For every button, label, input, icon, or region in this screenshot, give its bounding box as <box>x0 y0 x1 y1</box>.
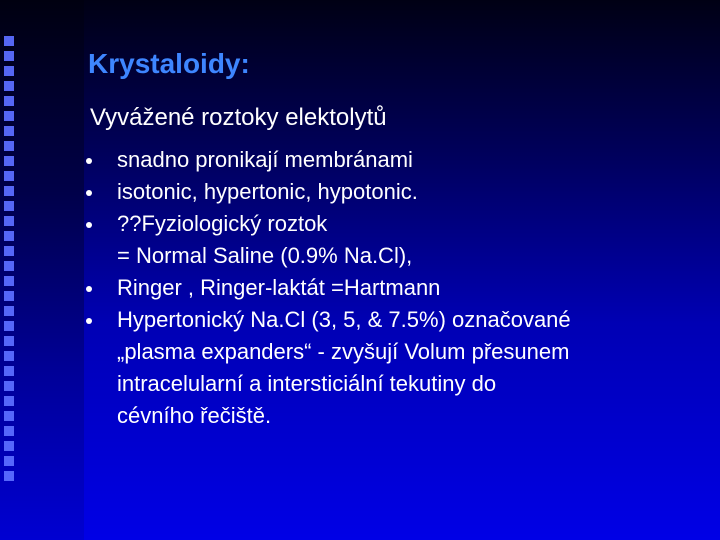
decorative-square <box>4 336 14 346</box>
decorative-square <box>4 411 14 421</box>
intro-text: Vyvážené roztoky elektolytů <box>90 104 387 131</box>
bullet-text-line: „plasma expanders“ - zvyšují Volum přesunem <box>117 339 570 364</box>
decorative-square <box>4 381 14 391</box>
bullet-item <box>84 208 697 272</box>
bullet-item <box>84 304 697 432</box>
decorative-square <box>4 261 14 271</box>
bullet-text-line: = Normal Saline (0.9% Na.Cl), <box>117 243 413 268</box>
decorative-square <box>4 96 14 106</box>
decorative-square <box>4 366 14 376</box>
decorative-square <box>4 81 14 91</box>
decorative-square <box>4 186 14 196</box>
bullet-text-line: cévního řečiště. <box>117 403 272 428</box>
decorative-square <box>4 36 14 46</box>
decorative-square <box>4 306 14 316</box>
decorative-square <box>4 201 14 211</box>
decorative-square <box>4 426 14 436</box>
decorative-square <box>4 321 14 331</box>
bullet-text-line: Hypertonický Na.Cl (3, 5, & 7.5%) označované <box>117 307 571 332</box>
decorative-square <box>4 351 14 361</box>
decorative-square <box>4 291 14 301</box>
slide-title: Krystaloidy: <box>88 48 250 79</box>
bullet-text-line: ??Fyziologický roztok <box>117 211 328 236</box>
decorative-square <box>4 276 14 286</box>
decorative-square <box>4 396 14 406</box>
decorative-square-column <box>4 36 20 486</box>
decorative-square <box>4 66 14 76</box>
decorative-square <box>4 471 14 481</box>
decorative-square <box>4 126 14 136</box>
bullet-text-line: isotonic, hypertonic, hypotonic. <box>117 179 418 204</box>
bullet-text-line: Ringer , Ringer-laktát =Hartmann <box>117 275 441 300</box>
bullet-text-line: snadno pronikají membránami <box>117 147 413 172</box>
decorative-square <box>4 441 14 451</box>
decorative-square <box>4 456 14 466</box>
decorative-square <box>4 156 14 166</box>
bullet-item <box>84 176 697 208</box>
decorative-square <box>4 51 14 61</box>
bullet-item <box>84 272 697 304</box>
decorative-square <box>4 216 14 226</box>
decorative-square <box>4 246 14 256</box>
bullet-list <box>84 144 697 432</box>
bullet-item <box>84 144 697 176</box>
decorative-square <box>4 171 14 181</box>
bullet-text-line: intracelularní a intersticiální tekutiny do <box>117 371 497 396</box>
decorative-square <box>4 141 14 151</box>
decorative-square <box>4 231 14 241</box>
decorative-square <box>4 111 14 121</box>
